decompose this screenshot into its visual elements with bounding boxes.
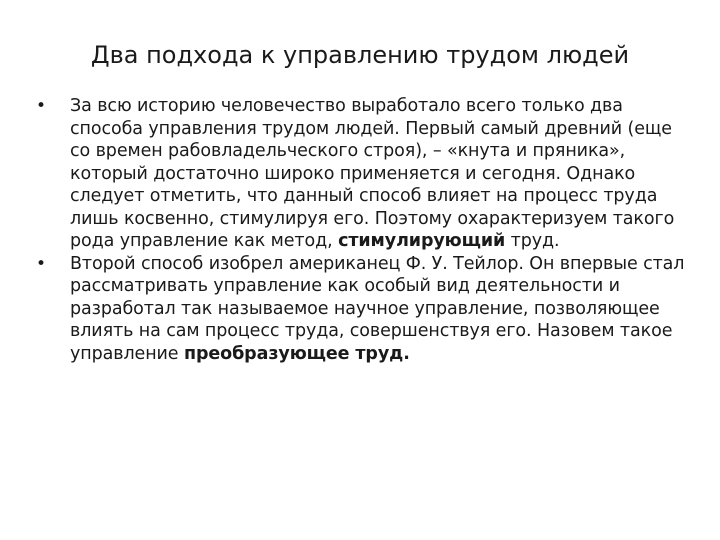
bullet-text-end: труд. — [505, 231, 560, 251]
bullet-icon — [36, 95, 56, 118]
bullet-item — [36, 253, 686, 366]
bullet-text: За всю историю человечество выработало всего только два способа управления трудом людей. Первый самый древний (еще со времен рабовладельческого строя), – «кнута и пряника», который достаточно широко применяется и сегодня. Однако следует отметить, что данный способ влияет на процесс труда лишь косвенно, стимулируя его. Поэтому охарактеризуем такого рода управление как метод, — [70, 96, 675, 251]
bullet-list — [36, 95, 686, 365]
bullet-bold-text: преобразующее труд. — [183, 343, 410, 364]
bullet-bold-text: стимулирующий — [338, 231, 506, 251]
slide-title: Два подхода к управлению трудом людей — [90, 41, 630, 69]
bullet-icon — [36, 253, 56, 276]
bullet-item — [36, 95, 686, 253]
bullet-text: Второй способ изобрел американец Ф. У. Тейлор. Он впервые стал рассматривать управление как особый вид деятельности и разработал так называемое научное управление, позволяющее влиять на сам процесс труда, совершенствуя его. Назовем такое управление — [70, 253, 685, 364]
